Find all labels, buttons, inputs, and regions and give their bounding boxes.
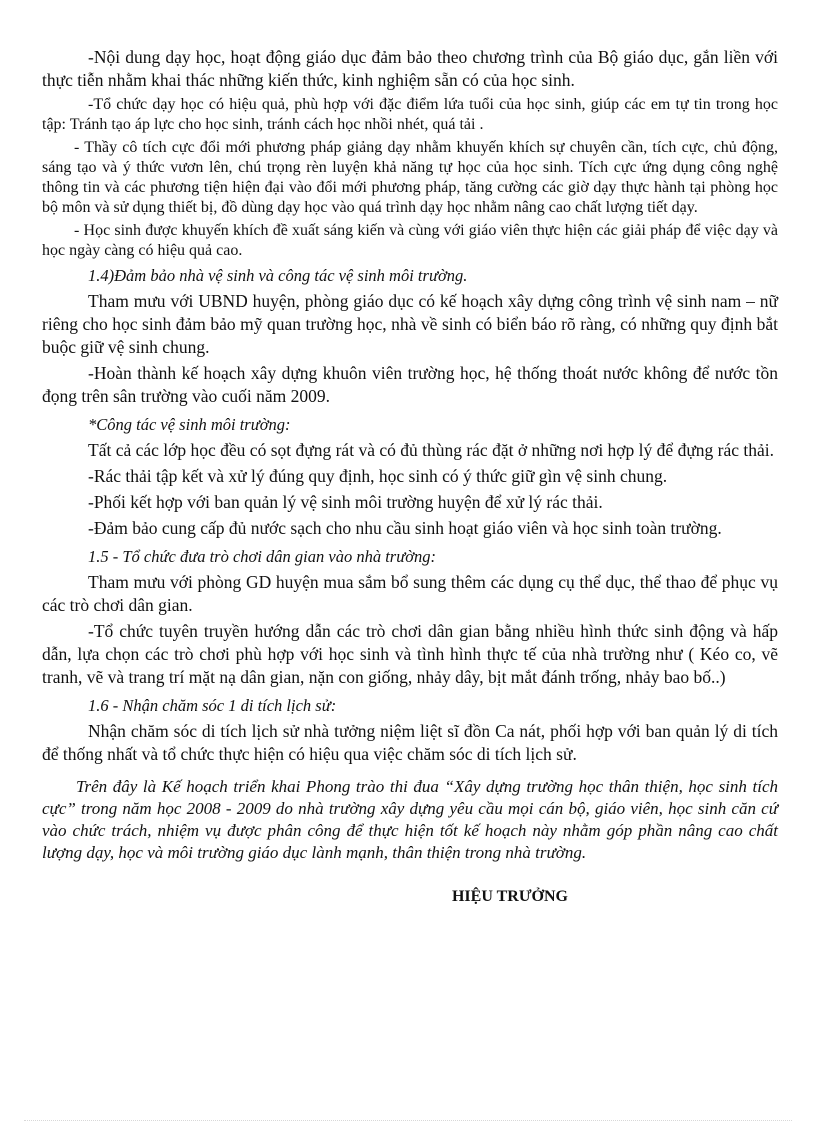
- signature-title: HIỆU TRƯỞNG: [451, 888, 568, 905]
- section-heading-sanitation: *Công tác vệ sinh môi trường:: [88, 415, 291, 434]
- paragraph-teacher-methods: - Thầy cô tích cực đổi mới phương pháp giảng dạy nhằm khuyến khích sự chuyên cần, tích cực, chủ động, sáng tạo và ý thức vươn lên, chú trọng rèn luyện khả năng tự học của học sinh. Tích cực ứng dụng công nghệ thông tin và các phương tiện hiện đại vào đổi mới phương pháp, tăng cường các giờ dạy thực hành tại phòng học bộ môn và sử dụng thiết bị, đồ dùng dạy học vào quá trình dạy học nhằm nâng cao chất lượng tiết dạy.: [42, 139, 778, 216]
- paragraph-toilet-construction: Tham mưu với UBND huyện, phòng giáo dục có kế hoạch xây dựng công trình vệ sinh nam – nữ riêng cho học sinh đảm bảo mỹ quan trường học, nhà về sinh có biển báo rõ ràng, có những quy định bắt buộc giữ vệ sinh chung.: [42, 291, 778, 357]
- paragraph-clean-water: -Đảm bảo cung cấp đủ nước sạch cho nhu cầu sinh hoạt giáo viên và học sinh toàn trường.: [88, 518, 722, 538]
- paragraph-folk-games: -Tổ chức tuyên truyền hướng dẫn các trò chơi dân gian bằng nhiều hình thức sinh động và hấp dẫn, lựa chọn các trò chơi phù hợp với học sinh và tình hình thực tế của nhà trường như ( Kéo co, vẽ tranh, vẽ và trang trí mặt nạ dân gian, nặn con giống, nhảy dây, bịt mắt đánh trống, nhảy bao bố..): [42, 621, 778, 687]
- document-body: [42, 46, 778, 906]
- paragraph-coordination: -Phối kết hợp với ban quản lý vệ sinh môi trường huyện để xử lý rác thải.: [88, 492, 603, 512]
- closing-paragraph: Trên đây là Kế hoạch triển khai Phong trào thi đua “Xây dựng trường học thân thiện, học sinh tích cực” trong năm học 2008 - 2009 do nhà trường xây dựng yêu cầu mọi cán bộ, giáo viên, học sinh căn cứ vào chức trách, nhiệm vụ được phân công để thực hiện tốt kế hoạch này nhằm góp phần nâng cao chất lượng dạy, học và môi trường giáo dục lành mạnh, thân thiện trong nhà trường.: [42, 777, 778, 862]
- section-heading-1-5: 1.5 - Tổ chức đưa trò chơi dân gian vào nhà trường:: [88, 547, 436, 566]
- section-heading-1-4: 1.4)Đảm bảo nhà vệ sinh và công tác vệ sinh môi trường.: [88, 266, 468, 285]
- paragraph-trash-bins: Tất cả các lớp học đều có sọt đựng rát và có đủ thùng rác đặt ở những nơi hợp lý để đựng rác thải.: [88, 440, 775, 460]
- section-heading-1-6: 1.6 - Nhận chăm sóc 1 di tích lịch sử:: [88, 696, 337, 715]
- page-bottom-divider: [24, 1120, 792, 1121]
- paragraph-student-initiative: - Học sinh được khuyến khích đề xuất sáng kiến và cùng với giáo viên thực hiện các giải pháp để việc dạy và học ngày càng có hiệu quả cao.: [42, 222, 778, 259]
- paragraph-campus-drainage: -Hoàn thành kế hoạch xây dựng khuôn viên trường học, hệ thống thoát nước không để nước tồn đọng trên sân trường vào cuối năm 2009.: [42, 363, 778, 406]
- paragraph-curriculum: -Nội dung dạy học, hoạt động giáo dục đảm bảo theo chương trình của Bộ giáo dục, gắn liền với thực tiễn nhằm khai thác những kiến thức, kinh nghiệm sẵn có của học sinh.: [42, 47, 778, 90]
- paragraph-historic-site: Nhận chăm sóc di tích lịch sử nhà tưởng niệm liệt sĩ đồn Ca nát, phối hợp với ban quản lý di tích để thống nhất và tổ chức thực hiện có hiệu qua việc chăm sóc di tích lịch sử.: [42, 721, 778, 764]
- paragraph-teaching-effective: -Tổ chức dạy học có hiệu quả, phù hợp với đặc điểm lứa tuổi của học sinh, giúp các em tự tin trong học tập: Tránh tạo áp lực cho học sinh, tránh cách học nhồi nhét, quá tải .: [42, 96, 778, 133]
- paragraph-sports-equipment: Tham mưu với phòng GD huyện mua sắm bổ sung thêm các dụng cụ thể dục, thể thao để phục vụ các trò chơi dân gian.: [42, 572, 778, 615]
- paragraph-waste-handling: -Rác thải tập kết và xử lý đúng quy định, học sinh có ý thức giữ gìn vệ sinh chung.: [88, 466, 668, 486]
